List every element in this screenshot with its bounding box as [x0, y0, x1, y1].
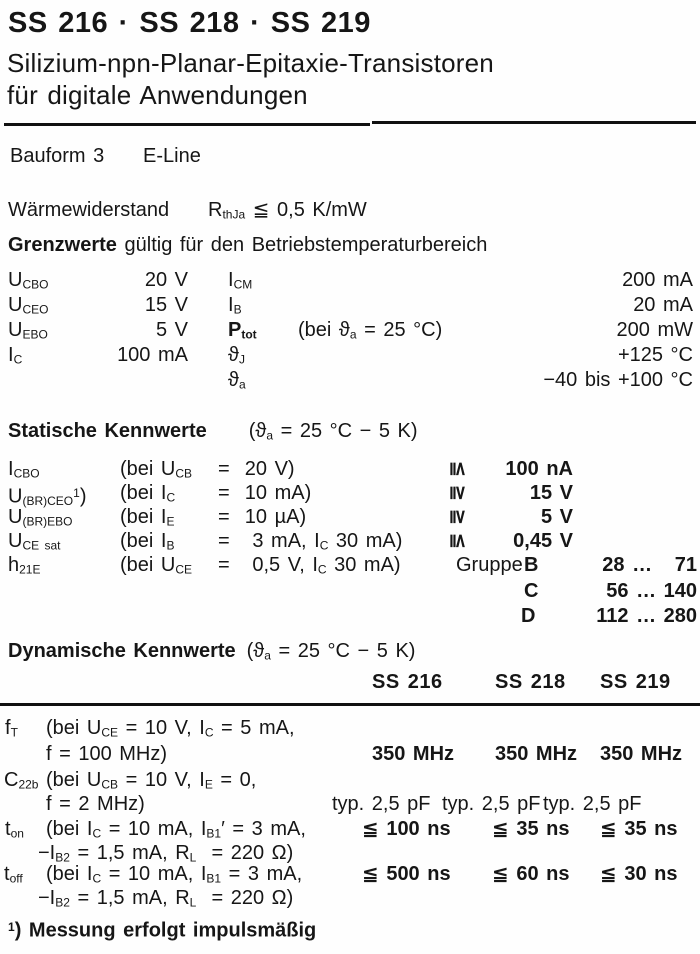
param-symbol: $h_{21E}$	[8, 554, 41, 577]
value-ss216: ≦ 100 ns	[362, 818, 451, 840]
value-ss218: ≦ 60 ns	[492, 863, 570, 885]
limit-value: −40 bis +100 °C	[543, 369, 693, 391]
gruppe-letter: C	[524, 580, 539, 602]
gruppe-letter: D	[521, 605, 536, 627]
relation-symbol: ≧	[447, 508, 470, 526]
limit-value: +125 °C	[617, 344, 693, 366]
footnote: $^1$) Messung erfolgt impulsmäßig	[8, 919, 317, 942]
bauform-label: Bauform 3	[10, 145, 105, 167]
gruppe-label: Gruppe	[456, 554, 523, 576]
dynamic-heading-condition: ($ϑ_a = 25$ °C − 5 K)	[246, 640, 416, 663]
param-condition: (bei $I_C = 10$ mA, $I_{B1}' = 3$ mA,	[46, 818, 306, 841]
limit-symbol: $I_{CM}$	[228, 269, 253, 292]
static-heading	[8, 420, 418, 447]
param-symbol: $f_T$	[5, 717, 18, 740]
column-header-ss219: SS 219	[600, 671, 671, 693]
param-value: 0,45 V	[513, 530, 573, 552]
param-condition-value: = 10 µA)	[218, 506, 307, 528]
limit-condition: (bei $ϑ_a = 25$ °C)	[298, 319, 443, 342]
gruppe-range: 56 … 140	[606, 580, 697, 602]
param-condition: (bei $U_{CE}$	[120, 554, 193, 577]
gruppe-letter: B	[524, 554, 539, 576]
page-title: SS 216 · SS 218 · SS 219	[8, 7, 371, 39]
param-symbol: $U_{(BR)CEO}^1$)	[8, 485, 87, 509]
static-heading-bold: Statische Kennwerte	[8, 420, 207, 442]
limit-value: 20 mA	[633, 294, 693, 316]
dynamic-heading-bold: Dynamische Kennwerte	[8, 640, 236, 662]
value-ss218: 350 MHz	[495, 743, 578, 765]
param-symbol: $U_{CE sat}$	[8, 530, 61, 553]
param-condition: (bei $I_C$	[120, 482, 176, 505]
param-condition: f = 100 MHz)	[46, 743, 168, 765]
bauform-value: E-Line	[143, 145, 201, 167]
limit-value: 5 V	[155, 319, 188, 341]
gruppe-range: 112 … 280	[596, 605, 697, 627]
table-divider	[0, 703, 700, 706]
column-header-ss216: SS 216	[372, 671, 443, 693]
relation-symbol: ≦	[447, 532, 470, 550]
limit-symbol: $ϑ_J$	[228, 344, 245, 367]
param-condition-value: = 3 mA, $I_C$ 30 mA)	[218, 530, 403, 553]
param-value: 5 V	[540, 506, 573, 528]
column-header-ss218: SS 218	[495, 671, 566, 693]
param-condition: (bei $I_B$	[120, 530, 175, 553]
value-ss219: ≦ 35 ns	[600, 818, 678, 840]
limit-symbol: $U_{EBO}$	[8, 319, 48, 342]
param-condition-value: = 0,5 V, $I_C$ 30 mA)	[218, 554, 401, 577]
param-condition: $-I_{B2} = 1,5$ mA, $R_L = 220$ Ω)	[38, 887, 294, 910]
param-value: 100 nA	[505, 458, 573, 480]
header-divider-left	[4, 123, 370, 126]
limit-symbol: $ϑ_a$	[228, 369, 246, 392]
static-heading-condition: ($ϑ_a = 25$ °C − 5 K)	[248, 420, 418, 443]
limit-symbol: $I_C$	[8, 344, 23, 367]
param-symbol: $t_{off}$	[4, 863, 23, 886]
relation-symbol: ≧	[447, 484, 470, 502]
value-ss216: 350 MHz	[372, 743, 455, 765]
param-condition: (bei $I_C = 10$ mA, $I_{B1} = 3$ mA,	[46, 863, 303, 886]
grenzwerte-heading-bold: Grenzwerte	[8, 234, 117, 256]
gruppe-range: 28 … 71	[602, 554, 697, 576]
param-symbol: $I_{CBO}$	[8, 458, 40, 481]
limit-symbol: $U_{CBO}$	[8, 269, 49, 292]
limit-value: 15 V	[144, 294, 188, 316]
value-ss218: ≦ 35 ns	[492, 818, 570, 840]
value-ss219: typ. 2,5 pF	[543, 793, 642, 815]
value-ss219: ≦ 30 ns	[600, 863, 678, 885]
param-symbol: $U_{(BR)EBO}$	[8, 506, 73, 529]
limit-symbol: $P_{tot}$	[228, 319, 257, 342]
page-subtitle-line2: für digitale Anwendungen	[7, 80, 308, 110]
limit-value: 200 mW	[616, 319, 693, 341]
param-condition: (bei $I_E$	[120, 506, 175, 529]
param-condition: (bei $U_{CE} = 10$ V, $I_C = 5$ mA,	[46, 717, 295, 740]
param-condition: (bei $U_{CB}$	[120, 458, 193, 481]
grenzwerte-heading-rest: gültig für den Betriebstemperaturbereich	[124, 234, 488, 256]
value-ss219: 350 MHz	[600, 743, 683, 765]
header-divider-right	[372, 121, 696, 124]
limit-symbol: $U_{CEO}$	[8, 294, 49, 317]
param-symbol: $C_{22b}$	[4, 769, 39, 792]
param-symbol: $t_{on}$	[5, 818, 24, 841]
param-condition-value: = 20 V)	[218, 458, 295, 480]
page-subtitle-line1: Silizium-npn-Planar-Epitaxie-Transistoren	[7, 48, 494, 78]
limit-value: 100 mA	[117, 344, 188, 366]
value-ss216: typ. 2,5 pF	[332, 793, 431, 815]
param-condition: $-I_{B2} = 1,5$ mA, $R_L = 220$ Ω)	[38, 842, 294, 865]
param-value: 15 V	[529, 482, 573, 504]
grenzwerte-heading	[8, 234, 487, 256]
relation-symbol: ≦	[447, 460, 470, 478]
limit-value: 20 V	[144, 269, 188, 291]
limit-symbol: $I_B$	[228, 294, 242, 317]
param-condition: f = 2 MHz)	[46, 793, 145, 815]
thermal-resistance-label: Wärmewiderstand	[8, 199, 170, 221]
limit-value: 200 mA	[622, 269, 693, 291]
param-condition: (bei $U_{CB} = 10$ V, $I_E = 0$,	[46, 769, 257, 792]
value-ss216: ≦ 500 ns	[362, 863, 451, 885]
value-ss218: typ. 2,5 pF	[442, 793, 541, 815]
thermal-resistance-formula: $R_{thJa}$ ≦ 0,5 K/mW	[208, 199, 367, 222]
dynamic-heading	[8, 640, 415, 667]
param-condition-value: = 10 mA)	[218, 482, 312, 504]
